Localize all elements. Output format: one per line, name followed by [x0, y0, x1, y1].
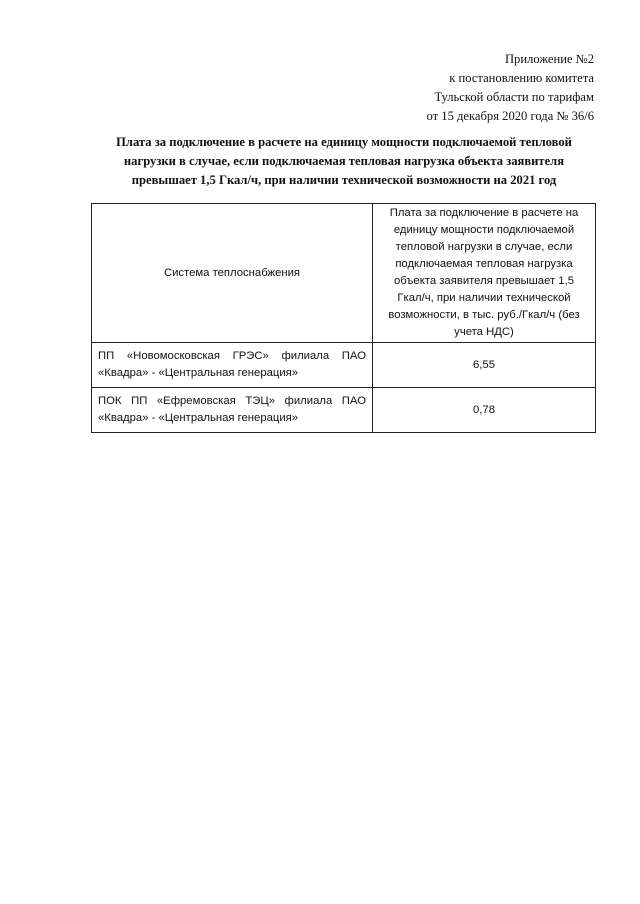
row-name-line1: ПОК ПП «Ефремовская ТЭЦ» филиала ПАО	[98, 395, 366, 407]
table-header-row	[92, 204, 596, 343]
title-line: Плата за подключение в расчете на единицу мощности подключаемой тепловой	[116, 135, 572, 149]
appendix-line: Приложение №2	[504, 52, 594, 66]
appendix-line: от 15 декабря 2020 года № 36/6	[426, 109, 594, 123]
title-line: нагрузки в случае, если подключаемая тепловая нагрузка объекта заявителя	[123, 154, 565, 168]
row-system-name	[92, 388, 373, 433]
table-row	[92, 388, 596, 433]
row-name-line1: ПП «Новомосковская ГРЭС» филиала ПАО	[98, 350, 366, 362]
table-row	[92, 343, 596, 388]
appendix-block	[334, 50, 594, 126]
appendix-line: к постановлению комитета	[449, 71, 594, 85]
row-name-line2: «Квадра» - «Центральная генерация»	[98, 367, 299, 379]
row-fee-value: 0,78	[373, 388, 596, 433]
title-line: превышает 1,5 Гкал/ч, при наличии технической возможности на 2021 год	[131, 173, 557, 187]
appendix-line: Тульской области по тарифам	[434, 90, 594, 104]
row-system-name	[92, 343, 373, 388]
header-fee-cell: Плата за подключение в расчете на единицу мощности подключаемой тепловой нагрузки в случае, если подключаемая тепловая нагрузка объекта заявителя превышает 1,5 Гкал/ч, при наличии технической возможности, в тыс. руб./Гкал/ч (без учета НДС)	[373, 204, 596, 343]
tariff-table	[91, 203, 596, 433]
document-title	[92, 133, 596, 190]
row-name-line2: «Квадра» - «Центральная генерация»	[98, 412, 299, 424]
row-fee-value: 6,55	[373, 343, 596, 388]
header-system-cell: Система теплоснабжения	[92, 204, 373, 343]
